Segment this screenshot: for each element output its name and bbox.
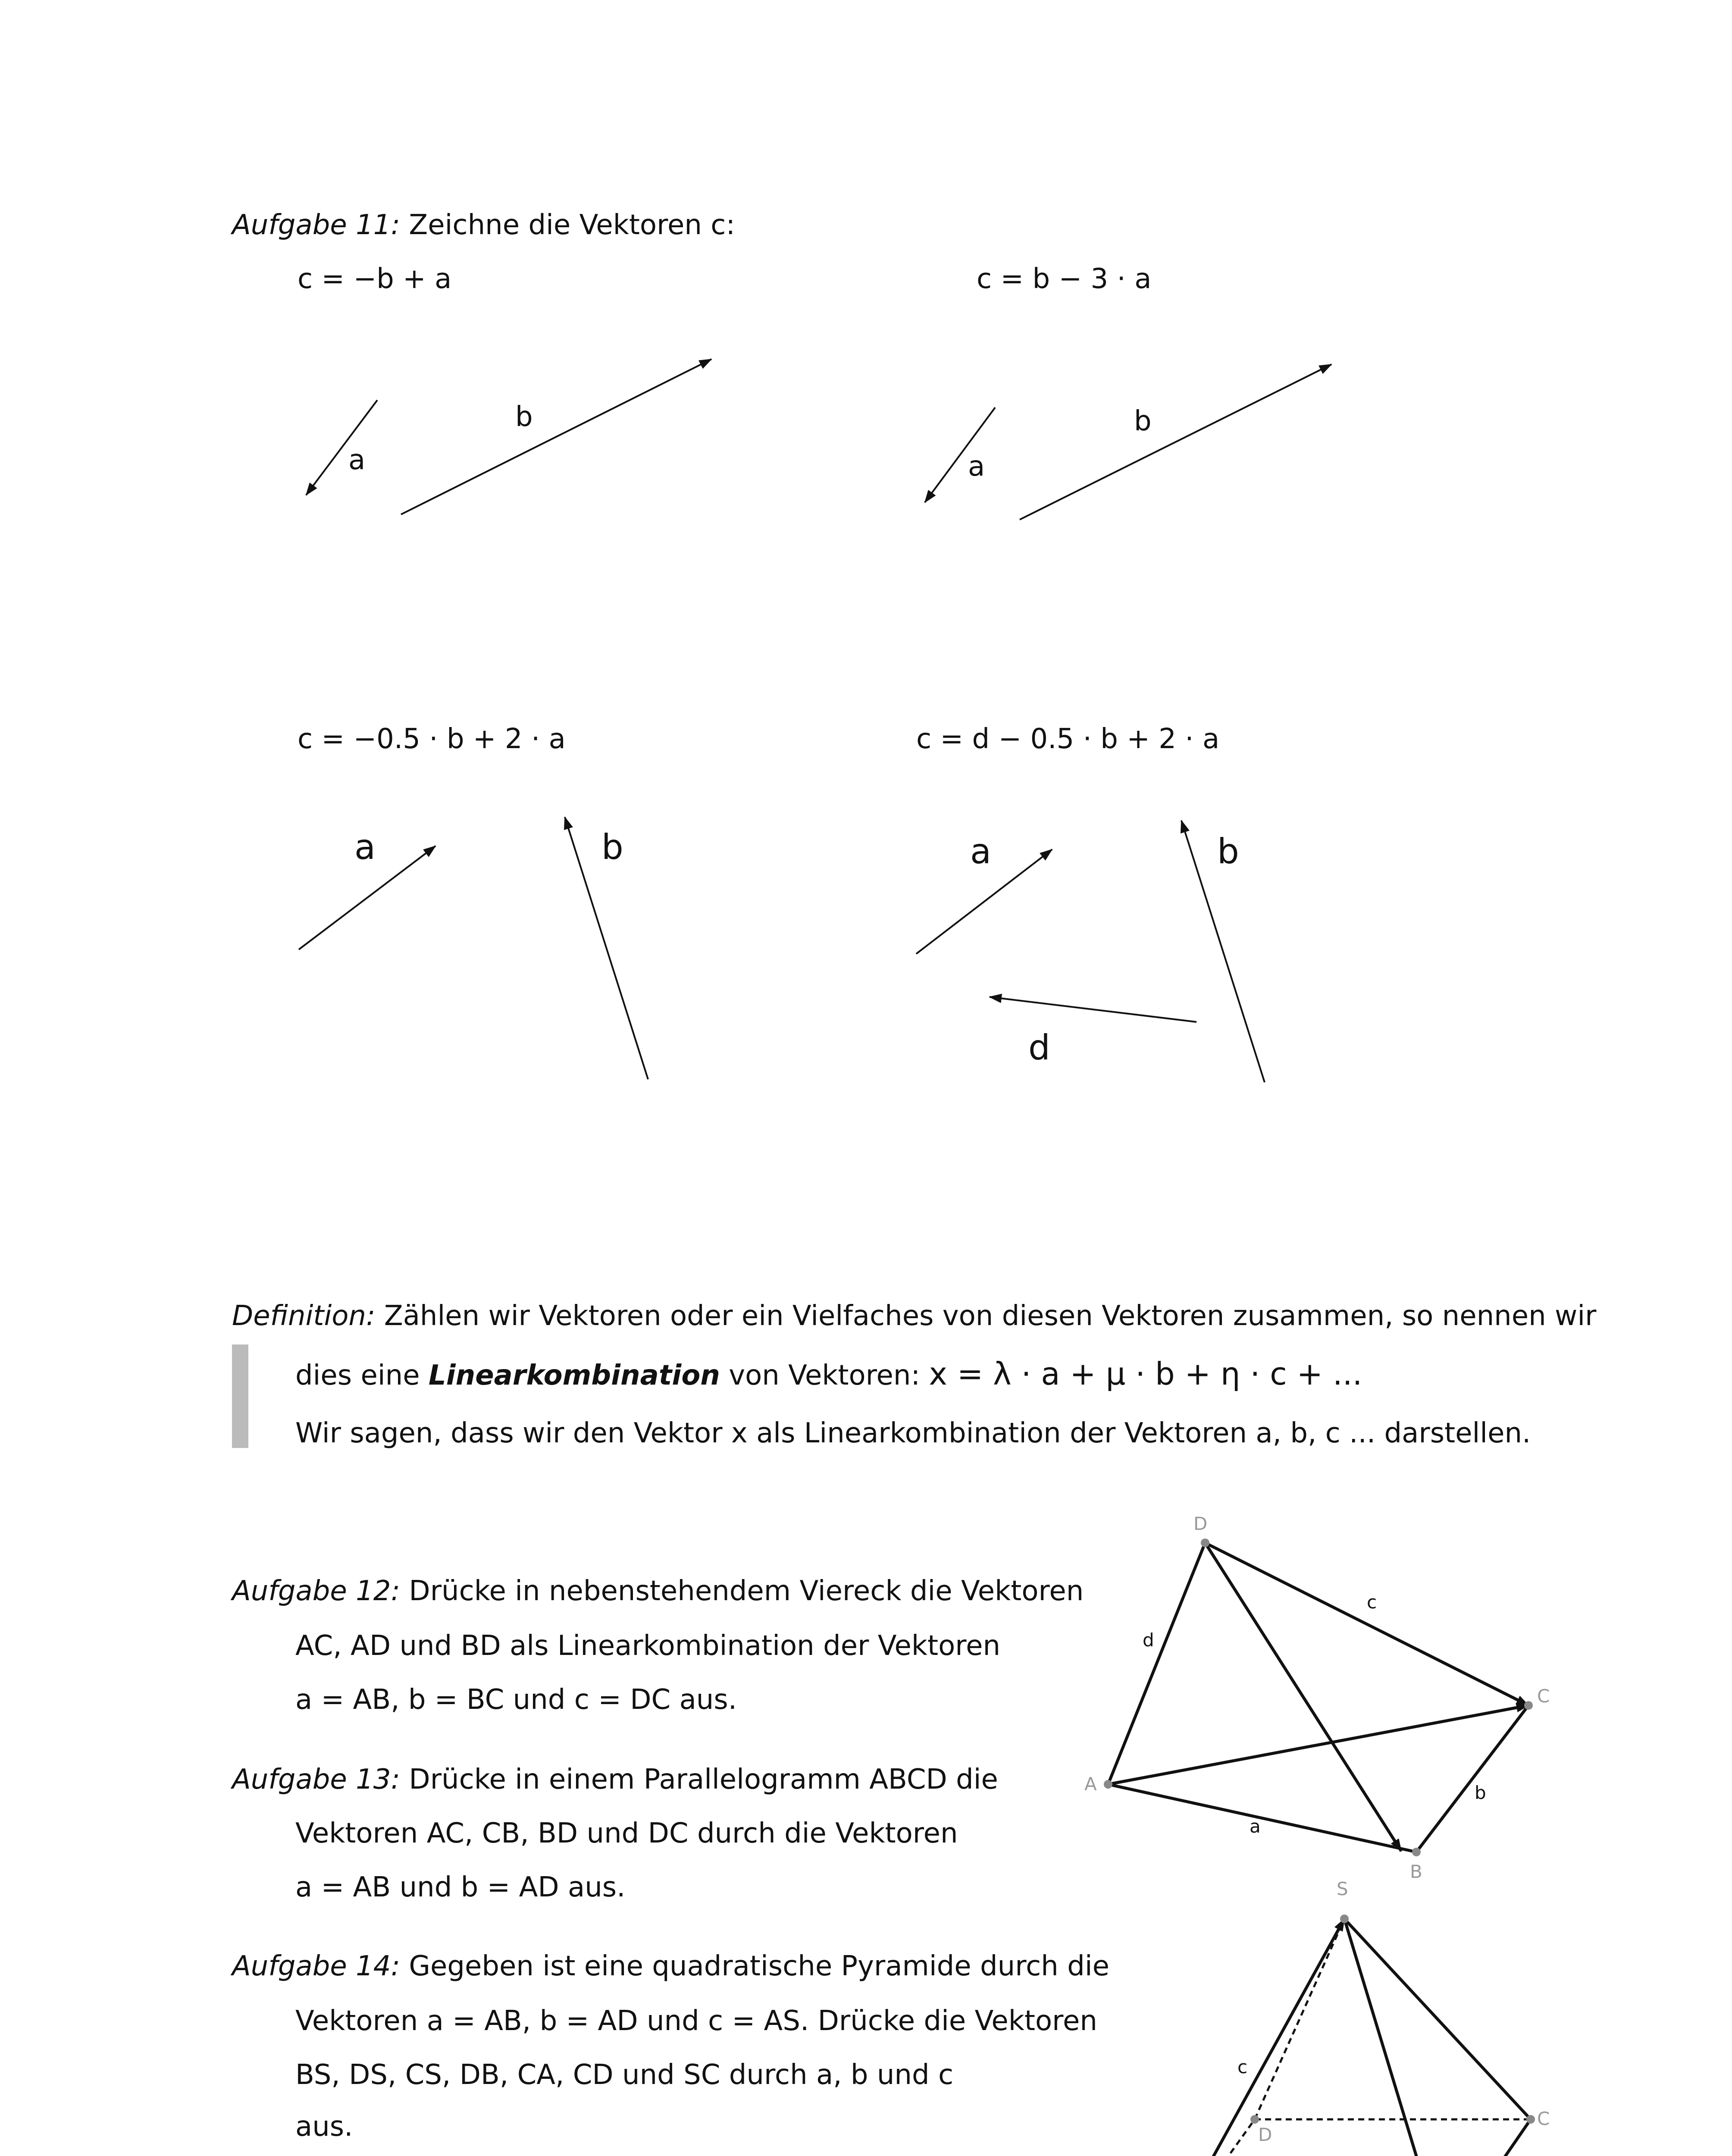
aufgabe14-line1 — [232, 1952, 1109, 1980]
label-b-4: b — [1217, 831, 1239, 871]
quad-label-D: D — [1193, 1513, 1208, 1534]
definition-term: Linearkombination — [428, 1360, 720, 1391]
label-a-3: a — [354, 827, 376, 867]
definition-vec-x: x — [731, 1417, 748, 1449]
aufgabe12-label: Aufgabe 12: — [232, 1575, 401, 1607]
aufgabe11-vec-c: c — [711, 209, 726, 241]
aufgabe14-label: Aufgabe 14: — [232, 1950, 401, 1982]
formula-1: c = −b + a — [298, 263, 452, 295]
quad-side-c: c — [1367, 1592, 1377, 1613]
aufgabe11-text: Zeichne die Vektoren — [409, 209, 702, 241]
formula-4: c = d − 0.5 · b + 2 · a — [916, 723, 1220, 755]
vector-a-1 — [306, 400, 377, 495]
vector-d-4 — [990, 997, 1196, 1022]
vector-b-1 — [401, 359, 711, 514]
aufgabe14-line4: aus. — [295, 2111, 353, 2143]
definition-line2 — [295, 1356, 1362, 1392]
aufgabe12-line1 — [232, 1577, 1084, 1605]
label-b-2: b — [1134, 405, 1152, 437]
aufgabe12-text-1: Drücke in nebenstehendem Viereck die Vektoren — [409, 1575, 1084, 1607]
definition-line1 — [232, 1302, 1596, 1330]
definition-text-2b: von Vektoren: — [729, 1360, 921, 1391]
label-a-2: a — [968, 451, 985, 483]
pyramid-label-C: C — [1537, 2108, 1550, 2129]
definition-bar — [232, 1344, 248, 1448]
pyramid-label-D: D — [1258, 2124, 1272, 2145]
quad-label-A: A — [1084, 1774, 1097, 1795]
aufgabe14-line2: Vektoren a = AB, b = AD und c = AS. Drücke die Vektoren — [295, 2005, 1097, 2037]
aufgabe13-line1 — [232, 1764, 998, 1796]
definition-text-3a: Wir sagen, dass wir den Vektor — [295, 1417, 723, 1449]
formula-3: c = −0.5 · b + 2 · a — [298, 723, 566, 755]
pyramid-side-c: c — [1237, 2056, 1248, 2078]
aufgabe13-line2: Vektoren AC, CB, BD und DC durch die Vektoren — [295, 1818, 958, 1849]
label-d-4: d — [1028, 1028, 1050, 1068]
aufgabe14-line3: BS, DS, CS, DB, CA, CD und SC durch a, b und c — [295, 2059, 954, 2091]
aufgabe13-label: Aufgabe 13: — [232, 1764, 401, 1796]
label-b-1: b — [515, 401, 533, 433]
label-b-3: b — [601, 827, 623, 867]
aufgabe11-label: Aufgabe 11: — [232, 209, 401, 241]
quad-label-C: C — [1537, 1686, 1550, 1707]
label-a-4: a — [970, 831, 992, 871]
vector-b-2 — [1020, 364, 1331, 520]
aufgabe14-text-1: Gegeben ist eine quadratische Pyramide durch die — [409, 1950, 1109, 1982]
aufgabe13-text-1: Drücke in einem Parallelogramm ABCD die — [409, 1764, 998, 1796]
definition-text-1: Zählen wir Vektoren oder ein Vielfaches von diesen Vektoren zusammen, so nennen wir — [384, 1300, 1597, 1332]
definition-formula: x = λ · a + μ · b + η · c + ... — [929, 1356, 1362, 1392]
aufgabe12-line2: AC, AD und BD als Linearkombination der Vektoren — [295, 1630, 1001, 1662]
definition-text-2a: dies eine — [295, 1360, 420, 1391]
definition-text-3c: darstellen. — [1384, 1417, 1531, 1449]
definition-line3 — [295, 1417, 1531, 1449]
label-a-1: a — [348, 444, 366, 476]
aufgabe11-colon: : — [726, 209, 735, 241]
definition-label: Definition: — [232, 1300, 376, 1332]
aufgabe13-line3: a = AB und b = AD aus. — [295, 1871, 626, 1903]
quad-label-B: B — [1410, 1861, 1422, 1882]
definition-vecs: a, b, c ... — [1256, 1417, 1376, 1449]
definition-text-3b: als Linearkombination der Vektoren — [756, 1417, 1247, 1449]
aufgabe12-line3: a = AB, b = BC und c = DC aus. — [295, 1684, 737, 1716]
formula-2: c = b − 3 · a — [977, 263, 1152, 295]
quad-side-d: d — [1143, 1630, 1154, 1651]
pyramid-label-S: S — [1337, 1878, 1348, 1899]
quad-side-a: a — [1250, 1816, 1261, 1837]
quad-side-b: b — [1475, 1782, 1486, 1803]
